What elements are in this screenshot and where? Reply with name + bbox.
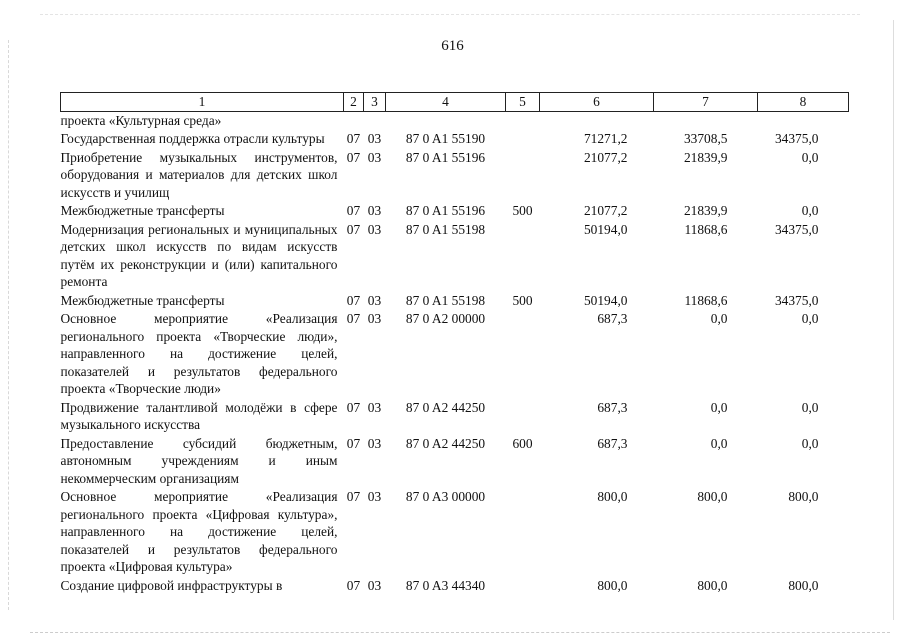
row-name: Межбюджетные трансферты — [60, 203, 225, 218]
row-expense-type: 500 — [512, 203, 533, 218]
row-amount-year-3 — [758, 111, 849, 129]
row-amount-year-1: 687,3 — [597, 435, 628, 451]
scan-edge-bottom — [30, 632, 890, 634]
row-expense-type — [506, 129, 540, 148]
row-target-article: 87 0 A2 00000 — [405, 311, 486, 326]
row-subsection-code: 03 — [367, 221, 382, 237]
row-section-code: 07 — [346, 131, 361, 146]
row-subsection-code: 03 — [367, 311, 382, 326]
row-target-article — [386, 111, 506, 129]
row-amount-year-3: 0,0 — [801, 311, 819, 326]
table-row — [61, 201, 849, 220]
row-section-code: 07 — [346, 577, 361, 593]
row-target-article: 87 0 A3 00000 — [405, 489, 486, 504]
row-amount-year-2: 21839,9 — [683, 149, 728, 165]
row-subsection-code: 03 — [367, 489, 382, 504]
row-amount-year-1: 687,3 — [597, 311, 628, 326]
row-section-code: 07 — [346, 292, 361, 308]
row-target-article: 87 0 A1 55198 — [405, 221, 486, 237]
row-target-article: 87 0 A2 44250 — [405, 399, 486, 415]
row-section-code: 07 — [346, 489, 361, 504]
row-amount-year-1: 21077,2 — [583, 203, 628, 218]
column-header-3: 3 — [364, 93, 386, 112]
row-target-article: 87 0 A2 44250 — [405, 435, 486, 451]
row-target-article: 87 0 A1 55190 — [405, 131, 486, 146]
row-amount-year-3: 34375,0 — [774, 221, 819, 237]
row-name: Основное мероприятие «Реализация регионального проекта «Цифровая культура», направленного на достижение целей, показателей и результатов федерального проекта «Цифровая культура» — [60, 489, 338, 574]
row-subsection-code: 03 — [367, 149, 382, 165]
row-amount-year-2: 0,0 — [710, 435, 728, 451]
row-amount-year-1: 800,0 — [597, 489, 628, 504]
row-name: Государственная поддержка отрасли культуры — [60, 131, 325, 146]
row-amount-year-1: 50194,0 — [583, 221, 628, 237]
row-amount-year-2: 800,0 — [697, 489, 728, 504]
row-amount-year-2: 11868,6 — [684, 292, 728, 308]
scan-edge-right — [893, 20, 895, 620]
table-body — [61, 111, 849, 594]
row-subsection-code: 03 — [367, 203, 382, 218]
column-header-6: 6 — [540, 93, 654, 112]
column-header-4: 4 — [386, 93, 506, 112]
row-name: Продвижение талантливой молодёжи в сфере музыкального искусства — [60, 399, 338, 432]
table-row — [61, 111, 849, 129]
row-amount-year-1: 687,3 — [597, 399, 628, 415]
row-expense-type — [506, 111, 540, 129]
row-target-article: 87 0 A1 55198 — [405, 292, 486, 308]
row-amount-year-3: 0,0 — [801, 399, 819, 415]
table-row — [61, 291, 849, 310]
row-amount-year-2: 21839,9 — [683, 203, 728, 218]
table-row — [61, 398, 849, 434]
row-amount-year-2: 11868,6 — [684, 221, 728, 237]
row-amount-year-3: 34375,0 — [774, 292, 819, 308]
row-expense-type — [506, 309, 540, 398]
row-expense-type: 500 — [512, 292, 533, 308]
row-expense-type — [506, 220, 540, 291]
table-row — [61, 576, 849, 595]
table-row — [61, 148, 849, 202]
column-header-7: 7 — [654, 93, 758, 112]
column-header-5: 5 — [506, 93, 540, 112]
row-subsection-code: 03 — [367, 435, 382, 451]
table-row — [61, 220, 849, 291]
row-target-article: 87 0 A1 55196 — [405, 149, 486, 165]
row-amount-year-2: 800,0 — [697, 577, 728, 593]
row-expense-type — [506, 398, 540, 434]
row-name: Модернизация региональных и муниципальных детских школ искусств по видам искусств путём их реконструкции и (или) капитального ремонта — [60, 221, 338, 289]
row-amount-year-3: 800,0 — [788, 577, 819, 593]
row-amount-year-1: 800,0 — [597, 577, 628, 593]
row-amount-year-1: 21077,2 — [583, 149, 628, 165]
row-name: Предоставление субсидий бюджетным, автономным учреждениям и иным некоммерческим организациям — [60, 435, 338, 486]
table-row — [61, 434, 849, 488]
column-header-8: 8 — [758, 93, 849, 112]
row-amount-year-1 — [540, 111, 654, 129]
row-section-code — [344, 111, 364, 129]
row-name: Основное мероприятие «Реализация регионального проекта «Творческие люди», направленного на достижение целей, показателей и результатов федерального проекта «Творческие люди» — [60, 311, 338, 396]
row-expense-type — [506, 487, 540, 576]
row-subsection-code: 03 — [367, 577, 382, 593]
budget-table — [60, 92, 849, 594]
row-amount-year-1: 50194,0 — [583, 292, 628, 308]
row-expense-type — [506, 576, 540, 595]
row-subsection-code: 03 — [367, 131, 382, 146]
table-row — [61, 487, 849, 576]
row-subsection-code — [364, 111, 386, 129]
row-amount-year-3: 0,0 — [801, 149, 819, 165]
row-expense-type — [506, 148, 540, 202]
row-name: Приобретение музыкальных инструментов, оборудования и материалов для детских школ искусств и училищ — [60, 149, 338, 200]
page-number: 616 — [441, 38, 464, 54]
row-section-code: 07 — [346, 221, 361, 237]
table-header-row — [61, 93, 849, 112]
row-amount-year-2 — [654, 111, 758, 129]
table-row — [61, 309, 849, 398]
column-header-1: 1 — [61, 93, 344, 112]
row-amount-year-2: 0,0 — [710, 399, 728, 415]
table-row — [61, 129, 849, 148]
row-target-article: 87 0 A1 55196 — [405, 203, 486, 218]
row-amount-year-3: 0,0 — [801, 203, 819, 218]
row-section-code: 07 — [346, 311, 361, 326]
row-amount-year-1: 71271,2 — [583, 131, 628, 146]
row-section-code: 07 — [346, 149, 361, 165]
row-amount-year-2: 0,0 — [710, 311, 728, 326]
row-section-code: 07 — [346, 399, 361, 415]
row-amount-year-2: 33708,5 — [683, 131, 728, 146]
column-header-2: 2 — [344, 93, 364, 112]
row-section-code: 07 — [346, 203, 361, 218]
row-name: проекта «Культурная среда» — [60, 112, 222, 128]
row-name: Межбюджетные трансферты — [60, 292, 225, 308]
row-amount-year-3: 800,0 — [788, 489, 819, 504]
row-amount-year-3: 0,0 — [801, 435, 819, 451]
row-target-article: 87 0 A3 44340 — [405, 577, 486, 593]
row-section-code: 07 — [346, 435, 361, 451]
row-amount-year-3: 34375,0 — [774, 131, 819, 146]
row-name: Создание цифровой инфраструктуры в — [60, 577, 283, 593]
scan-edge-top — [40, 14, 860, 16]
row-subsection-code: 03 — [367, 399, 382, 415]
row-subsection-code: 03 — [367, 292, 382, 308]
scan-edge-left — [8, 40, 10, 610]
row-expense-type: 600 — [512, 435, 533, 451]
